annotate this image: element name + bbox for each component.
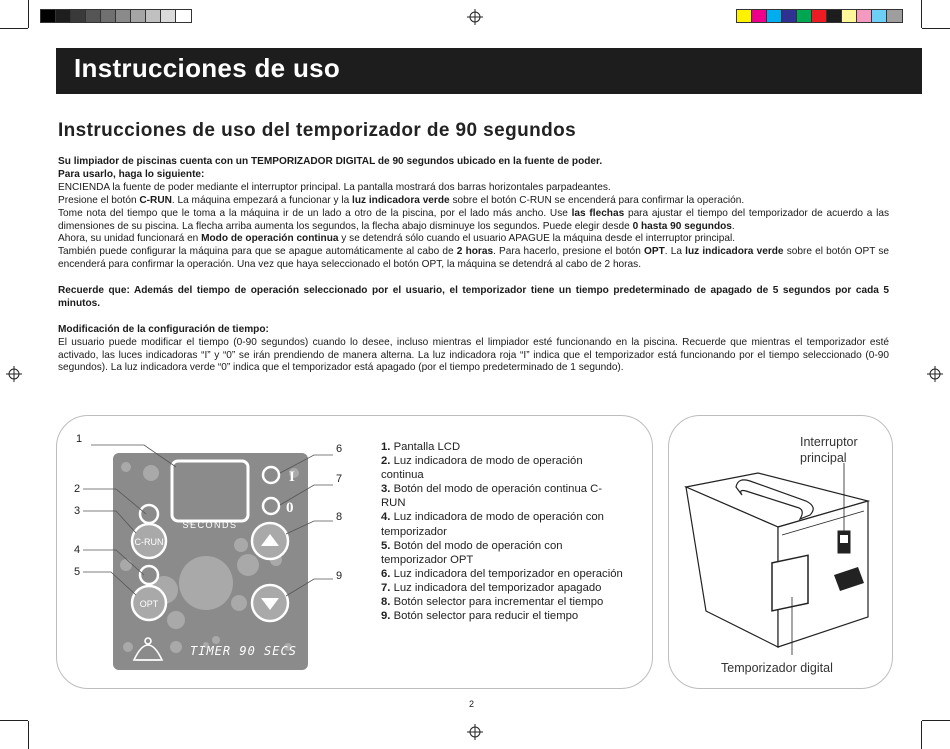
crop-mark: [0, 28, 28, 29]
crop-mark: [922, 28, 950, 29]
legend-item: 6. Luz indicadora del temporizador en operación: [381, 567, 623, 580]
modification-title: Modificación de la configuración de tiempo:: [58, 323, 269, 335]
callout-5: 5: [74, 566, 81, 578]
gray-swatch: [71, 10, 86, 22]
legend-list: [381, 440, 626, 623]
digital-timer-window: [772, 555, 808, 611]
timer-running-indicator: [263, 467, 279, 483]
crop-mark: [921, 721, 922, 749]
intro-lead2: Para usarlo, haga lo siguiente:: [58, 168, 205, 180]
callout-7: 7: [336, 473, 343, 485]
step-1: ENCIENDA la fuente de poder mediante el interruptor principal. La pantalla mostrará dos barras horizontales parpadeantes.: [58, 181, 611, 193]
registration-mark-icon: [927, 366, 943, 382]
legend-item: 3. Botón del modo de operación continua C-RUN: [381, 483, 603, 510]
legend-item: 9. Botón selector para reducir el tiempo: [381, 610, 579, 623]
color-swatch: [752, 10, 767, 22]
crop-mark: [28, 721, 29, 749]
color-swatch: [842, 10, 857, 22]
step-4: Ahora, su unidad funcionará en Modo de operación continua y se detendrá sólo cuando el usuario APAGUE la máquina desde el interruptor principal.: [58, 233, 736, 245]
header-band: [56, 48, 922, 94]
callout-6: 6: [336, 443, 343, 455]
gray-swatch: [101, 10, 116, 22]
gray-swatch: [86, 10, 101, 22]
lcd-screen: [172, 461, 248, 521]
gray-swatch: [56, 10, 71, 22]
legend-item: 1. Pantalla LCD: [381, 441, 461, 453]
gray-swatch: [41, 10, 56, 22]
legend-item: 4. Luz indicadora de modo de operación con temporizador: [381, 511, 604, 538]
legend-item: 2. Luz indicadora de modo de operación continua: [381, 455, 583, 482]
gray-swatch: [161, 10, 176, 22]
color-swatch: [827, 10, 842, 22]
continuous-mode-indicator: [140, 505, 158, 523]
color-swatch: [767, 10, 782, 22]
callout-8: 8: [336, 511, 343, 523]
reminder: Recuerde que: Además del tiempo de operación seleccionado por el usuario, el temporizador tiene un tiempo predeterminado de apagado de 5 segundos por cada 5 minutos.: [58, 285, 889, 309]
step-2: Presione el botón C-RUN. La máquina empezará a funcionar y la luz indicadora verde sobre el botón C-RUN se encenderá para confirmar la operación.: [58, 194, 745, 206]
gray-swatch: [176, 10, 191, 22]
registration-mark-icon: [6, 366, 22, 382]
registration-mark-icon: [467, 9, 483, 25]
color-swatch: [737, 10, 752, 22]
color-swatch: [857, 10, 872, 22]
seconds-label: SECONDS: [182, 520, 238, 530]
callout-9: 9: [336, 570, 343, 582]
color-swatch: [887, 10, 902, 22]
color-swatch: [782, 10, 797, 22]
color-swatch: [812, 10, 827, 22]
crop-mark: [0, 720, 28, 721]
timer-mode-indicator: [140, 566, 158, 584]
callout-2: 2: [74, 483, 81, 495]
timer-off-indicator: [263, 498, 279, 514]
main-switch-label: Interruptor principal: [800, 435, 858, 465]
crop-mark: [28, 0, 29, 28]
modification-text: El usuario puede modificar el tiempo (0-90 segundos) cuando lo desee, incluso mientras el limpiador esté funcionando en la piscina. Recuerde que mientras el temporizador esté activado, las luces indicadoras “I” y “0” se irán prendiendo de manera alterna. La luz indicadora roja “I” indica que el temporizador está funcionando por el tiempo seleccionado (0-90 segundos). La luz indicadora verde “0” indica que el temporizador está apagado (por el tiempo predeterminado de 1 segundo).: [58, 336, 889, 374]
step-3: Tome nota del tiempo que le toma a la máquina ir de un lado a otro de la piscina, por el lado más ancho. Use las flechas para ajustar el tiempo del temporizador de acuerdo a las dimensiones de su piscina. La flecha arriba aumenta los segundos, la flecha abajo disminuye los segundos. Puede elegir desde 0 hasta 90 segundos.: [58, 207, 890, 232]
crun-label: C-RUN: [134, 537, 164, 547]
legend-item: 8. Botón selector para incrementar el tiempo: [381, 596, 604, 609]
intro-lead: Su limpiador de piscinas cuenta con un TEMPORIZADOR DIGITAL de 90 segundos ubicado en la fuente de poder.: [58, 156, 603, 167]
color-swatch: [872, 10, 887, 22]
legend-item: 5. Botón del modo de operación con temporizador OPT: [381, 539, 563, 566]
instructions-body: [58, 156, 889, 375]
crop-mark: [922, 720, 950, 721]
page-title: Instrucciones de uso: [74, 53, 341, 83]
step-5: También puede configurar la máquina para que se apague automáticamente al cabo de 2 horas. Para hacerlo, presione el botón OPT. La luz indicadora verde sobre el botón OPT se encenderá para confirmar la operación. Una vez que haya seleccionado el botón OPT, la máquina se detendrá al cabo de 2 horas.: [58, 246, 890, 271]
crop-mark: [921, 0, 922, 28]
led-i-label: I: [289, 469, 295, 485]
gray-swatch: [116, 10, 131, 22]
section-title: Instrucciones de uso del temporizador de 90 segundos: [58, 120, 577, 141]
timer-model-label: TIMER 90 SECS: [190, 644, 297, 658]
legend-item: 7. Luz indicadora del temporizador apagado: [381, 581, 602, 594]
color-bar: [736, 9, 903, 23]
gray-swatch: [131, 10, 146, 22]
registration-mark-icon: [467, 724, 483, 740]
digital-timer-label: Temporizador digital: [721, 661, 833, 675]
page-number: 2: [469, 699, 475, 709]
callout-3: 3: [74, 505, 81, 517]
gray-swatch: [146, 10, 161, 22]
power-supply-diagram: [668, 415, 893, 689]
color-swatch: [797, 10, 812, 22]
grayscale-bar: [40, 9, 192, 23]
callout-4: 4: [74, 544, 81, 556]
callout-1: 1: [76, 433, 83, 445]
opt-label: OPT: [139, 599, 159, 609]
led-0-label: 0: [286, 500, 294, 516]
